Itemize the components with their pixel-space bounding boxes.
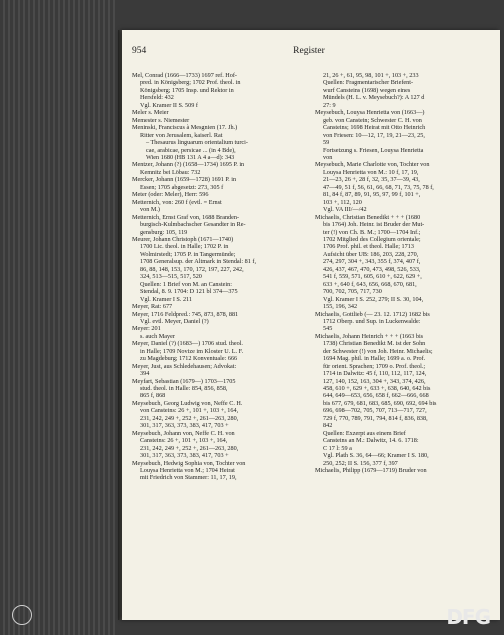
index-line: von Cansteins: 26 +, 101 +, 103 +, 164, (140, 407, 239, 415)
index-line: stud. theol. in Halle: 854, 856, 858, (140, 385, 228, 393)
index-line: 324, 513—515, 517, 520 (140, 273, 202, 281)
index-line: 47—49, 51 f, 56, 61, 66, 68, 71, 73, 75, 78 f, (323, 183, 434, 191)
index-line: burgisch-Kulmbachscher Gesandter in Re- (140, 221, 246, 229)
index-line: Vgl. evtl. Meyer, Daniel (?) (140, 317, 209, 325)
index-line: 696, 698—702, 705, 707, 713—717, 727, (323, 407, 427, 415)
index-line: Essen; 1705 abgesetzt: 273, 305 f (140, 183, 224, 191)
index-line: Louysa Henrietta von M.: 10 f, 17, 19, (323, 168, 419, 176)
index-line: Quellen: Exzerpt aus einem Brief (323, 429, 406, 437)
index-line: 1694 Mag. phil. in Halle; 1699 a. o. Prof. (323, 355, 426, 363)
right-column (315, 72, 493, 474)
index-line: 842 (323, 422, 333, 430)
index-line: geb. von Canstein; Schwester C. H. von (323, 116, 422, 124)
index-line: ter (!) von Ch. B. M.; 1700—1704 Inf.; (323, 228, 421, 236)
index-line: 458, 610 +, 629 +, 633 +, 638, 640, 642 bis (323, 385, 431, 393)
index-line: 1700 Lic. theol. in Halle; 1702 P. in (140, 243, 229, 251)
running-title: Register (293, 46, 325, 56)
index-line: 103 +, 112, 120 (323, 198, 362, 206)
index-page (122, 30, 500, 620)
index-line: der Schwester (!) von Joh. Heinr. Michaelis; (323, 347, 433, 355)
index-line: 155, 196, 342 (323, 303, 358, 311)
index-line: Vgl. Kramer I S. 252, 279; II S. 30, 104, (323, 295, 424, 303)
index-line: 250, 252; II S. 156, 377 f, 397 (323, 459, 398, 467)
index-line: Fortsetzung s. Friesen, Louysa Henrietta (323, 146, 424, 154)
index-line: wurf Cansteins (1698) wegen eines (323, 86, 411, 94)
index-line: Louysa Henrietta von M.; 1704 Heirat (140, 467, 235, 475)
index-line: Meyer, Just, aus Schledehausen; Advokat: (132, 362, 237, 370)
index-line: Stendal, 8. 9. 1704: D 121 bl 374—375 (140, 288, 238, 296)
book-edge-stripes (0, 0, 118, 635)
page-number: 954 (132, 46, 147, 56)
index-line: 1738) Christian Benedikt M. ist der Sohn (323, 340, 426, 348)
index-line: Meysebuch, Hedwig Sophia von, Tochter von (132, 459, 246, 467)
index-line: 633 +, 640 f, 643, 656, 668, 670, 681, (323, 280, 417, 288)
index-line: Metternich, Ernst Graf von, 1688 Branden- (132, 213, 240, 221)
index-line: 1706 Prof. phil. et theol. Halle; 1713 (323, 243, 414, 251)
index-line: Mentzer, Johann (?) (1658—1734) 1695 P. in (132, 161, 245, 169)
index-line: mit Friedrich von Stammer: 11, 17, 19, (140, 474, 237, 482)
index-line: 81, 84 f, 87, 89, 91, 95, 97, 99 f, 101 +, (323, 191, 421, 199)
index-line: Quellen: 1 Brief von M. an Canstein: (140, 280, 232, 288)
index-line: Meyer, Rat: 677 (132, 303, 173, 311)
index-line: Meysebuch, Marie Charlotte von, Tochter von (315, 161, 430, 169)
index-line: bis 677, 679, 681, 683, 685, 690, 692, 694 bis (323, 399, 437, 407)
index-line: Aufsicht über UB: 186, 203, 228, 270, (323, 250, 419, 258)
index-line: Quellen: Fragmentarischer Briefent- (323, 79, 414, 87)
index-line: Vgl. VA III/—/42 (323, 206, 367, 214)
page-header (132, 46, 486, 60)
index-line: Mel, Conrad (1666—1733) 1697 ref. Hof- (132, 72, 237, 79)
index-line: C 17 l: 59 a (323, 444, 352, 452)
index-line: Wolmirstedt; 1705 P. in Tangermünde; (140, 250, 236, 258)
index-line: Meyer: 201 (132, 325, 161, 333)
index-line: 700, 702, 705, 717, 730 (323, 288, 382, 296)
index-line: 1702 Mitglied des Collegium orientale; (323, 235, 421, 243)
index-line: Meninski, Franciscus à Mesgnien (17. Jh.) (132, 124, 238, 132)
index-line: Ritter von Jerusalem, kaiserl. Rat (140, 131, 223, 139)
index-line: von (323, 153, 333, 161)
index-line: Meyer, Daniel (?) (1683—) 1706 stud. theol. (132, 340, 243, 348)
index-line: Vgl. Kramer II S. 509 f (140, 101, 198, 109)
index-line: Kemnitz bei Löbau: 732 (140, 168, 201, 176)
index-line: 545 (323, 325, 333, 333)
index-line: Cansteins; 1698 Heirat mit Otto Heinrich (323, 124, 426, 132)
index-line: 231, 242, 249 +, 252 +, 261—263, 280, (140, 444, 239, 452)
index-line: Meysebuch, Louysa Henrietta von (1663—) (315, 109, 425, 117)
index-line: in Halle; 1709 Novize im Kloster U. L. F. (140, 347, 244, 355)
index-line: Hersfeld: 432 (140, 94, 174, 102)
index-line: Vgl. Plath S. 36, 64—66; Kramer I S. 180, (323, 452, 429, 460)
index-line: 127, 140, 152, 163, 304 +, 343, 374, 426, (323, 377, 426, 385)
index-line: Metternich, von: 260 f (evtl. = Ernst (132, 198, 222, 206)
index-line: 301, 317, 363, 373, 383, 417, 703 + (140, 422, 229, 430)
index-line: 1708 Generalsup. der Altmark in Stendal: 81 f, (140, 258, 256, 266)
index-line: Meler s. Meier (132, 109, 169, 117)
index-line: für orient. Sprachen; 1709 o. Prof. theol.; (323, 362, 426, 370)
index-line: Meyer, 1716 Feldpred.: 745, 873, 878, 881 (132, 310, 239, 318)
index-line: Michaelis, Philipp (1679—1719) Bruder von (315, 467, 427, 475)
index-line: Meurer, Johann Christoph (1671—1740) (132, 235, 234, 243)
dfg-watermark: DFG (446, 605, 490, 629)
index-line: 274, 297, 304 +, 343, 355 f, 374, 407 f, (323, 258, 421, 266)
index-line: Meysebuch, Johann von, Neffe C. H. von (132, 429, 235, 437)
index-line: Michaelis, Gottlieb (— 23. 12. 1712) 1682 bis (315, 310, 430, 318)
left-column (132, 72, 310, 482)
index-line: Meter (oder: Meler), Herr: 596 (132, 191, 209, 199)
library-seal-icon (12, 605, 32, 625)
index-line: 301, 317, 363, 373, 383, 417, 703 + (140, 452, 229, 460)
index-line: Mündels (H. L. v. Meysebuch?): A 127 d (323, 94, 425, 102)
index-line: 394 (140, 370, 150, 378)
index-line: pred. in Königsberg; 1702 Prof. theol. in (140, 79, 241, 87)
index-line: s. auch Mayer (140, 332, 175, 340)
index-line: zu Magdeburg; 1712 Konventuale: 666 (140, 355, 238, 363)
index-line: Wien 1680 (HB 131 A 4 a—d): 343 (146, 153, 235, 161)
index-line: Meyfart, Sebastian (1679—) 1703—1705 (132, 377, 236, 385)
index-line: bis 1764) Joh. Heinr. ist Bruder der Mut- (323, 221, 425, 229)
index-line: Cansteins an M.: Dalwitz, 14. 6. 1718: (323, 437, 419, 445)
index-line: 21, 26 +, 61, 95, 98, 101 +, 103 +, 233 (323, 72, 419, 79)
index-line: 426, 437, 467, 470, 473, 498, 526, 533, (323, 265, 421, 273)
index-line: 644, 649—653, 656, 658 f, 662—666, 668 (323, 392, 429, 400)
index-line: – Thesaurus linguarum orientalium turci- (146, 139, 248, 147)
index-line: Königsberg; 1705 Insp. und Rektor in (140, 86, 234, 94)
index-line: von M.) (140, 206, 160, 214)
index-line: 27: 9 (323, 101, 336, 109)
index-line: 1714 in Dalwitz: 45 f, 110, 112, 117, 124, (323, 370, 427, 378)
index-line: 865 f, 868 (140, 392, 166, 400)
index-line: 231, 242, 249 +, 252 +, 261—263, 280, (140, 414, 239, 422)
index-line: 21—23, 26 +, 28 f, 32, 35, 37—39, 43, (323, 176, 420, 184)
index-line: cae, arabicae, persicae ... (in 4 Bde), (146, 146, 236, 154)
index-line: gensburg: 105, 119 (140, 228, 188, 236)
index-line: Cansteins: 26 +, 101 +, 103 +, 164, (140, 437, 228, 445)
index-line: von Friesen: 10—12, 17, 19, 21—23, 25, (323, 131, 425, 139)
index-line: 1712 Oberp. und Sup. in Luckenwalde: (323, 317, 421, 325)
index-line: Michaelis, Christian Benedikt + + + (1680 (315, 213, 421, 221)
library-logo (2, 605, 42, 627)
index-line: 541 f, 559, 571, 605, 610 +, 622, 629 +, (323, 273, 422, 281)
index-line: Michaelis, Johann Heinrich + + + (1663 bis (315, 332, 424, 340)
index-line: 86, 88, 148, 153, 170, 172, 197, 227, 242, (140, 265, 244, 273)
index-line: Vgl. Kramer I S. 211 (140, 295, 193, 303)
index-line: Mercker, Johann (1659—1728) 1691 P. in (132, 176, 237, 184)
index-line: 729 f, 770, 789, 791, 794, 814 f, 836, 838, (323, 414, 428, 422)
index-line: Memester s. Niemester (132, 116, 190, 124)
index-line: 59 (323, 139, 330, 147)
index-line: Meysebuch, Georg Ludwig von, Neffe C. H. (132, 399, 243, 407)
